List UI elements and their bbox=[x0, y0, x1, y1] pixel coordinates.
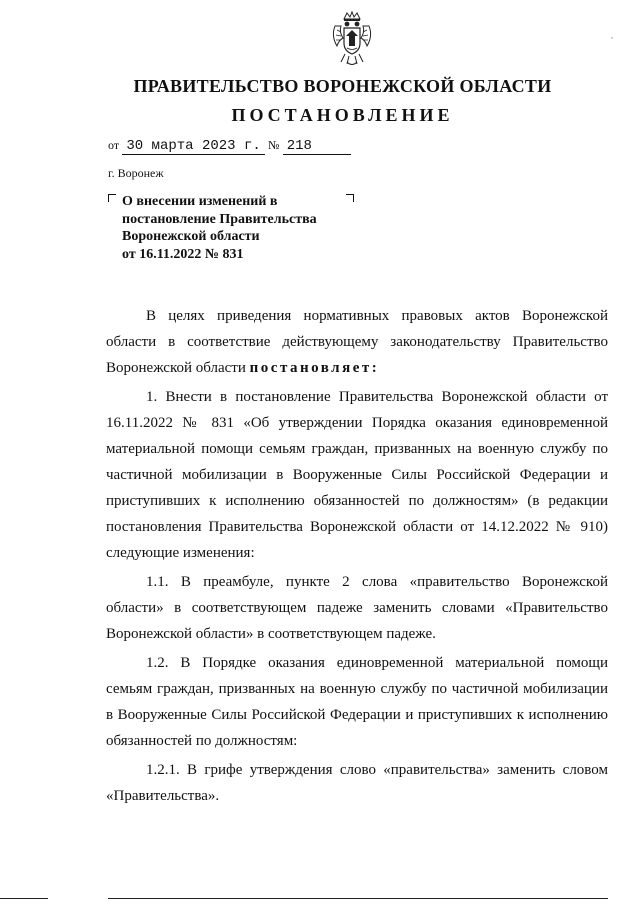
government-title: ПРАВИТЕЛЬСТВО ВОРОНЕЖСКОЙ ОБЛАСТИ bbox=[133, 76, 552, 96]
subject-line: Воронежской области bbox=[122, 229, 260, 244]
corner-mark: · bbox=[610, 30, 614, 44]
resolves-word: постановляет: bbox=[249, 360, 380, 376]
document-type: ПОСТАНОВЛЕНИЕ bbox=[231, 105, 454, 125]
clause-1-2-1: 1.2.1. В грифе утверждения слово «правительства» заменить словом «Правительства». bbox=[106, 762, 608, 804]
footer-rule-right bbox=[108, 898, 608, 899]
coat-of-arms-icon bbox=[327, 10, 377, 70]
date-number-line bbox=[108, 137, 351, 155]
document-body bbox=[106, 303, 608, 812]
clause-1: 1. Внести в постановление Правительства Воронежской области от 16.11.2022 № 831 «Об утверждении Порядка оказания единовременной материальной помощи семьям граждан, призванных на военную службу по частичной мобилизации в Вооруженные Силы Российской Федерации и приступивших к исполнению обязанностей по должностям» (в редакции постановления Правительства Воронежской области от 14.12.2022 № 910) следующие изменения: bbox=[106, 389, 608, 561]
subject-bracket-left bbox=[108, 194, 116, 202]
document-date: 30 марта 2023 г. bbox=[122, 138, 264, 155]
document-number: 218 bbox=[283, 138, 351, 155]
clause-1-2: 1.2. В Порядке оказания единовременной материальной помощи семьям граждан, призванных на военную службу по частичной мобилизации в Вооруженные Силы Российской Федерации и приступивших к исполнению обязанностей по должностям: bbox=[106, 655, 608, 749]
subject-line: постановление Правительства bbox=[122, 211, 317, 227]
footer-rule-left bbox=[0, 898, 48, 899]
document-subject bbox=[122, 193, 362, 263]
number-sign: № bbox=[268, 138, 280, 152]
clause-1-1: 1.1. В преамбуле, пункте 2 слова «правительство Воронежской области» в соответствующем падеже заменить словами «Правительство Воронежской области» в соответствующем падеже. bbox=[106, 574, 608, 642]
subject-line: от 16.11.2022 № 831 bbox=[122, 246, 244, 262]
preamble-text: В целях приведения нормативных правовых актов Воронежской области в соответствие действующему законодательству Правительство Воронежской области bbox=[106, 308, 608, 376]
city: г. Воронеж bbox=[108, 166, 164, 180]
from-label: от bbox=[108, 138, 120, 152]
subject-line: О внесении изменений в bbox=[122, 194, 278, 209]
preamble-paragraph bbox=[106, 303, 608, 381]
